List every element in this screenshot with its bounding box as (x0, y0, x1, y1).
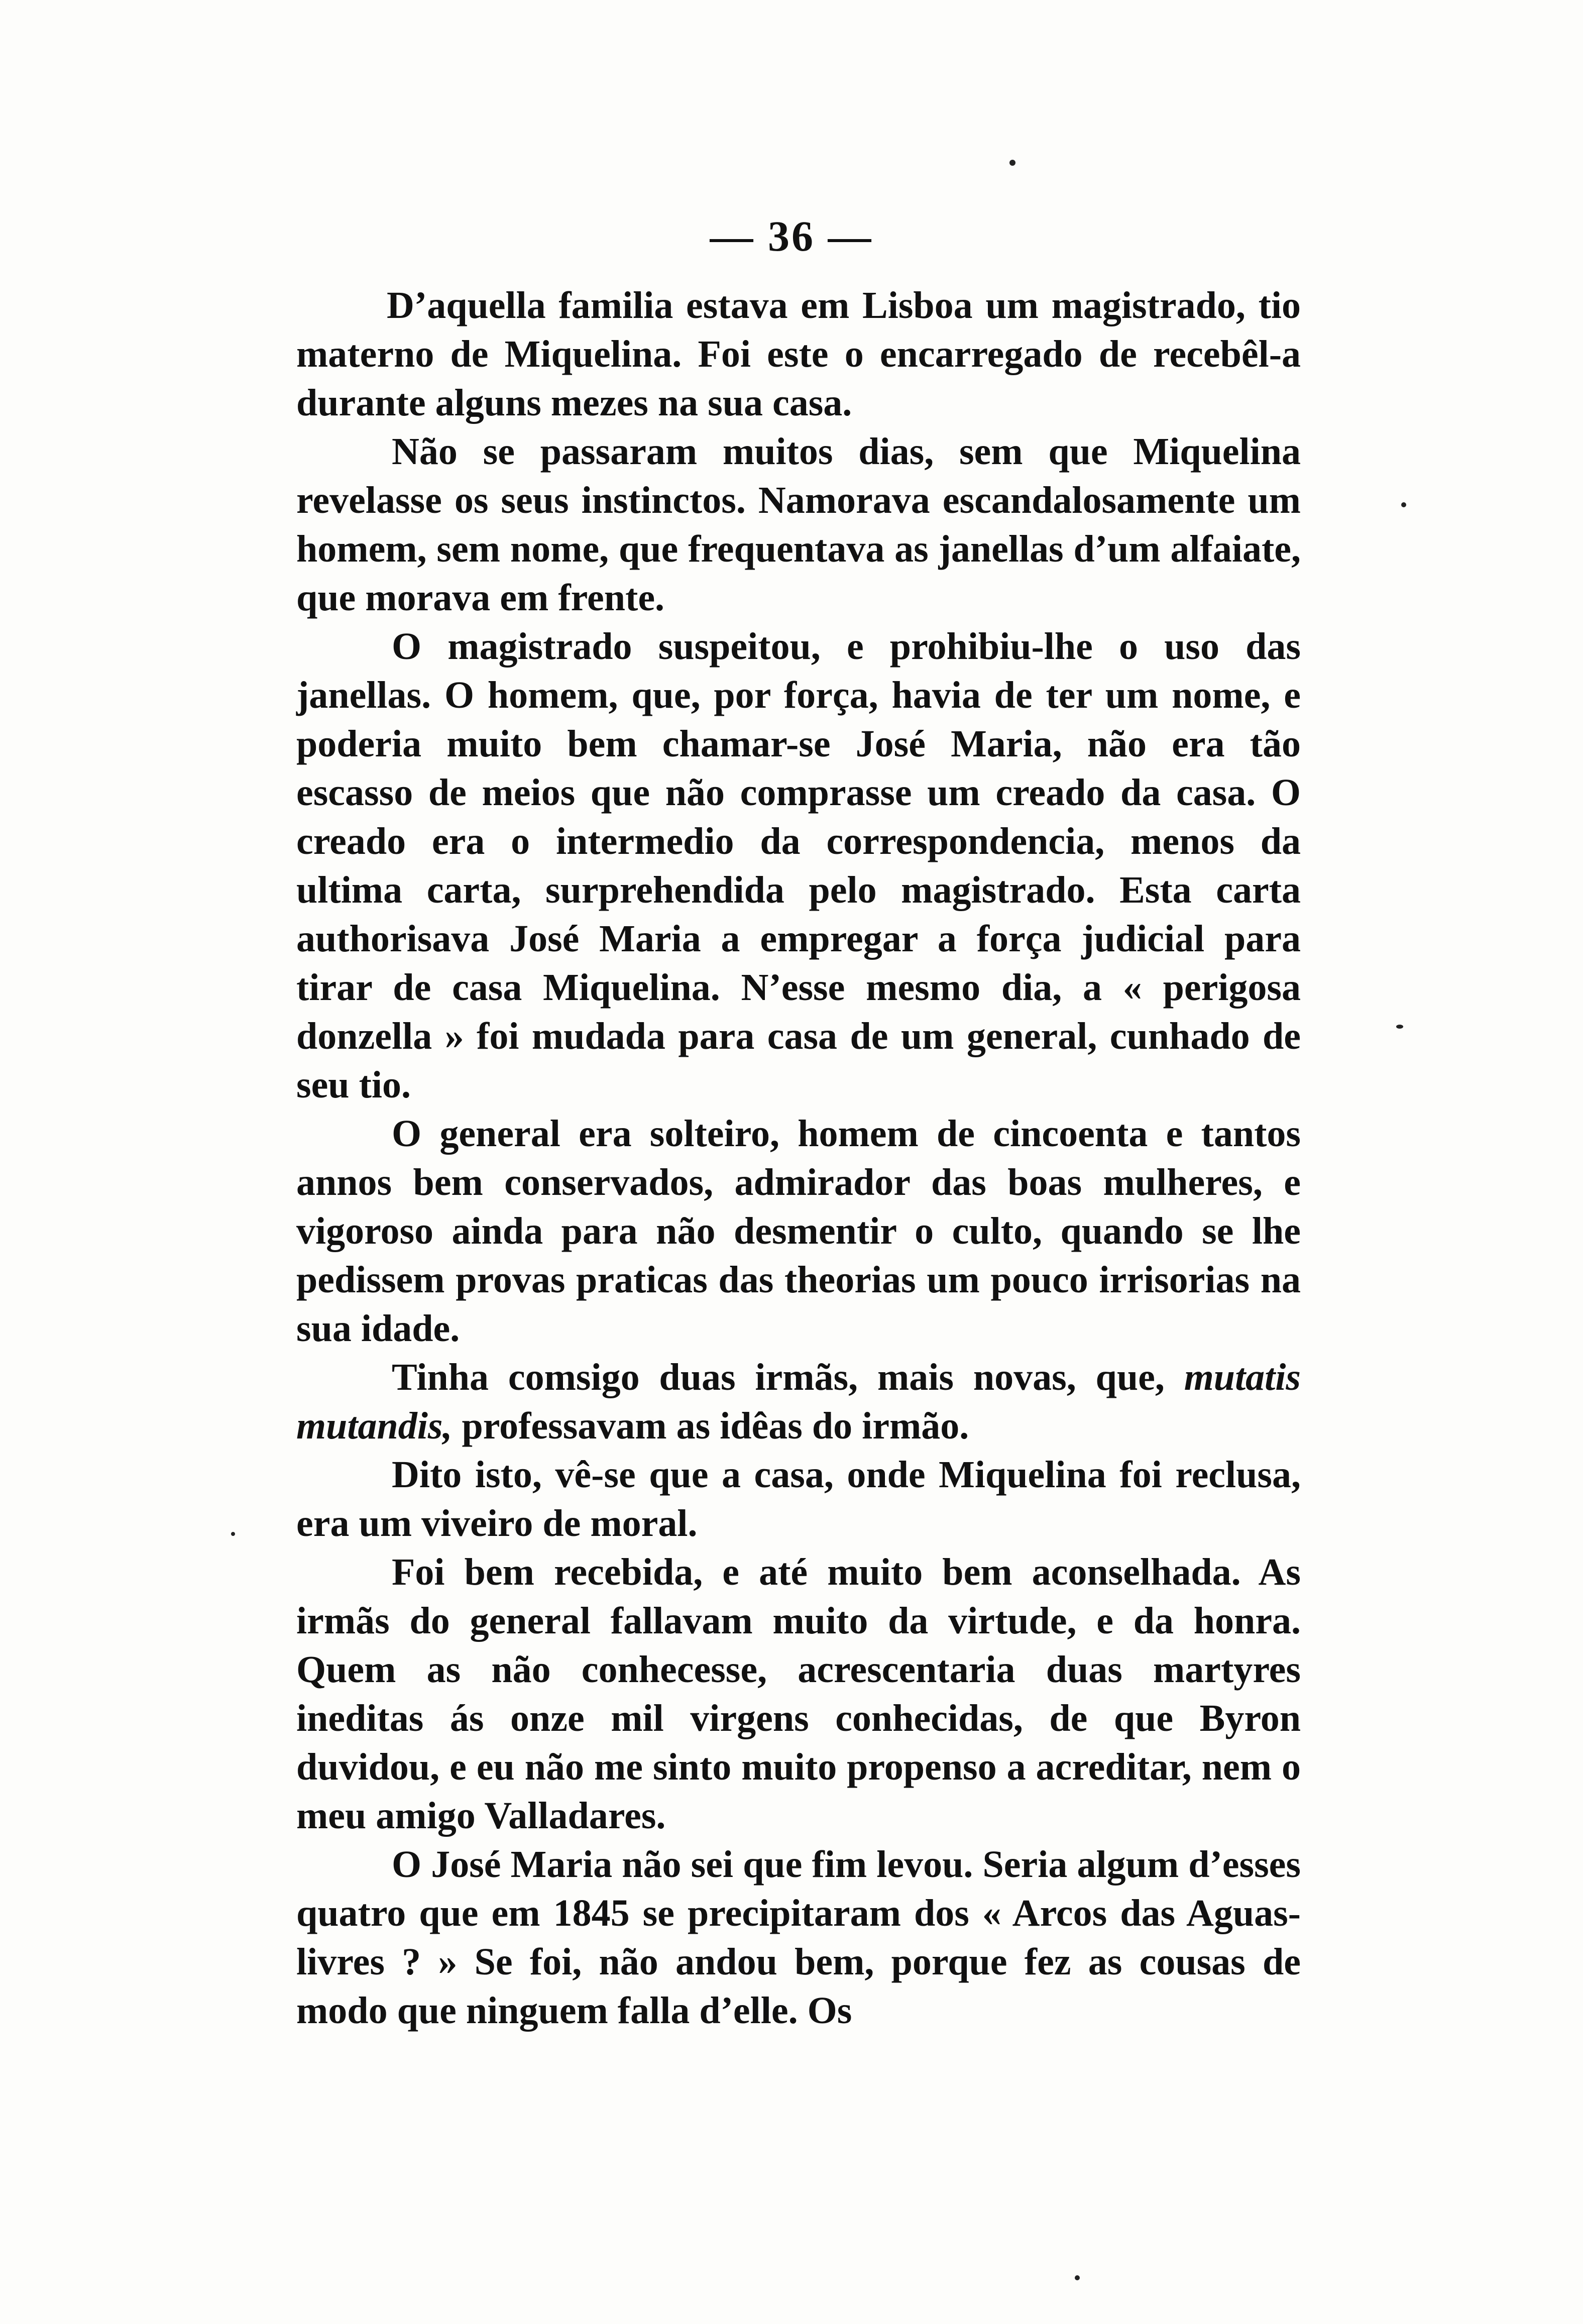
latin-phrase: mutatis mutandis, (296, 1356, 1301, 1447)
body-text (296, 281, 1301, 2035)
paragraph-2: Não se passaram muitos dias, sem que Miquelina revelasse os seus instinctos. Namorava escandalosamente um homem, sem nome, que frequentava as janellas d’um alfaiate, que morava em frente. (296, 430, 1301, 619)
paragraph-4: O general era solteiro, homem de cincoenta e tantos annos bem conservados, admirador das boas mulheres, e vigoroso ainda para não desmentir o culto, quando se lhe pedissem provas praticas das theorias um pouco irrisorias na sua idade. (296, 1113, 1301, 1350)
paragraph-3: O magistrado suspeitou, e prohibiu-lhe o uso das janellas. O homem, que, por força, havia de ter um nome, e poderia muito bem chamar-se José Maria, não era tão escasso de meios que não comprasse um creado da casa. O creado era o intermedio da correspondencia, menos da ultima carta, surprehendida pelo magistrado. Esta carta authorisava José Maria a empregar a força judicial para tirar de casa Miquelina. N’esse mesmo dia, a « perigosa donzella » foi mudada para casa de um general, cunhado de seu tio. (296, 625, 1301, 1106)
paragraph-5-text-start: Tinha comsigo duas irmãs, mais novas, que, (392, 1356, 1184, 1398)
scan-speck (1009, 160, 1015, 166)
paragraph-5-text-end: professavam as idêas do irmão. (452, 1405, 969, 1447)
paragraph-1: D’aquella familia estava em Lisboa um magistrado, tio materno de Miquelina. Foi este o encarregado de recebêl-a durante alguns mezes na sua casa. (296, 284, 1301, 424)
page-number: — 36 — (710, 212, 873, 260)
paragraph-8: O José Maria não sei que fim levou. Seria algum d’esses quatro que em 1845 se precipitaram dos « Arcos das Aguas-livres ? » Se foi, não andou bem, porque fez as cousas de modo que ninguem falla d’elle. Os (296, 1843, 1301, 2032)
scan-speck (231, 1532, 235, 1536)
scan-speck (1396, 1025, 1403, 1029)
scan-speck (1401, 502, 1406, 507)
paragraph-5 (296, 1353, 1301, 1451)
scan-speck (1075, 2275, 1080, 2280)
paragraph-7: Foi bem recebida, e até muito bem aconselhada. As irmãs do general fallavam muito da virtude, e da honra. Quem as não conhecesse, acrescentaria duas martyres ineditas ás onze mil virgens conhecidas, de que Byron duvidou, e eu não me sinto muito propenso a acreditar, nem o meu amigo Valladares. (296, 1551, 1301, 1837)
paragraph-6: Dito isto, vê-se que a casa, onde Miquelina foi reclusa, era um viveiro de moral. (296, 1454, 1301, 1544)
